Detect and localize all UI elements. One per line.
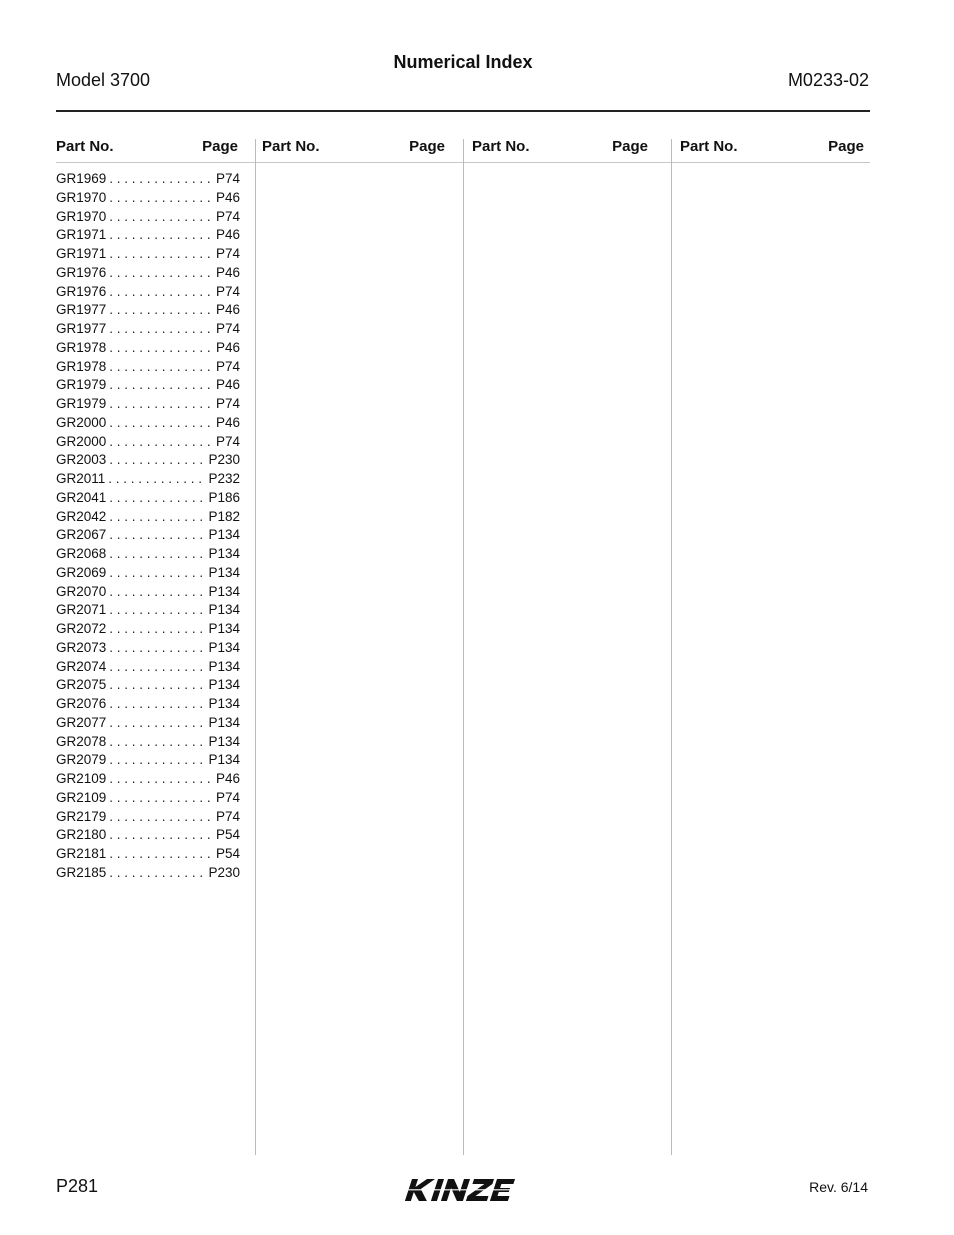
- page-heading: Page: [612, 138, 648, 155]
- part-number: GR1970: [56, 208, 107, 224]
- part-number: GR2067: [56, 527, 107, 543]
- dot-leader: [109, 584, 205, 599]
- index-entry: [56, 509, 240, 528]
- index-entry: [56, 340, 240, 359]
- dot-leader: [109, 490, 205, 505]
- part-number: GR1976: [56, 264, 107, 280]
- kinze-logo: [401, 1176, 521, 1204]
- part-number: GR2076: [56, 696, 107, 711]
- column-divider: [463, 139, 464, 1155]
- header-divider: [56, 110, 870, 112]
- index-entry: [56, 734, 240, 753]
- page-heading: Page: [202, 138, 238, 155]
- page-reference: P46: [215, 227, 240, 243]
- part-no-heading: Part No.: [56, 138, 114, 155]
- dot-leader: [109, 565, 205, 580]
- index-entry: [56, 565, 240, 584]
- part-number: GR2079: [56, 752, 107, 768]
- index-entry: [56, 265, 240, 284]
- dot-leader: [109, 696, 205, 711]
- part-number: GR1971: [56, 227, 107, 243]
- index-entry: [56, 190, 240, 209]
- part-number: GR1969: [56, 171, 107, 186]
- dot-leader: [109, 809, 213, 824]
- part-number: GR2075: [56, 677, 107, 693]
- part-no-heading: Part No.: [472, 138, 530, 155]
- column-header-3: [472, 138, 648, 158]
- part-number: GR2180: [56, 827, 107, 843]
- page-number: P281: [56, 1176, 99, 1196]
- page-reference: P74: [215, 433, 240, 449]
- page-reference: P134: [208, 658, 240, 674]
- part-number: GR2109: [56, 789, 107, 805]
- dot-leader: [109, 715, 205, 730]
- dot-leader: [109, 265, 213, 280]
- index-entry: [56, 415, 240, 434]
- part-number: GR1976: [56, 283, 107, 299]
- page-reference: P46: [215, 771, 240, 786]
- dot-leader: [109, 340, 213, 355]
- part-number: GR2077: [56, 714, 107, 730]
- page-reference: P74: [215, 808, 240, 824]
- part-number: GR2011: [56, 471, 106, 486]
- part-number: GR1970: [56, 189, 107, 205]
- page-reference: P230: [208, 452, 240, 468]
- page-reference: P232: [208, 471, 240, 486]
- index-entry: [56, 377, 240, 396]
- page-reference: P46: [215, 264, 240, 280]
- part-number: GR2071: [56, 602, 107, 618]
- page-reference: P46: [215, 377, 240, 393]
- page-heading: Page: [828, 138, 864, 155]
- part-number: GR2069: [56, 564, 107, 580]
- page-reference: P134: [208, 752, 240, 768]
- dot-leader: [109, 171, 213, 186]
- page-heading: Page: [409, 138, 445, 155]
- page-reference: P186: [208, 489, 240, 505]
- page-reference: P134: [208, 583, 240, 599]
- index-entry: [56, 396, 240, 415]
- index-entry: [56, 209, 240, 228]
- index-entry: [56, 640, 240, 659]
- index-entry: [56, 246, 240, 265]
- document-number: M0233-02: [787, 70, 869, 90]
- index-entry: [56, 865, 240, 884]
- part-number: GR2000: [56, 414, 107, 430]
- page-reference: P54: [215, 827, 240, 843]
- index-entry: [56, 584, 240, 603]
- dot-leader: [109, 790, 213, 805]
- page-reference: P74: [215, 283, 240, 299]
- page-reference: P74: [215, 246, 240, 261]
- dot-leader: [109, 359, 213, 374]
- index-entry-list: [56, 171, 240, 884]
- column-divider: [255, 139, 256, 1155]
- dot-leader: [109, 509, 205, 524]
- page-reference: P134: [208, 733, 240, 749]
- part-number: GR1978: [56, 358, 107, 374]
- dot-leader: [109, 396, 213, 411]
- part-number: GR2042: [56, 508, 107, 524]
- dot-leader: [109, 771, 213, 786]
- part-number: GR2073: [56, 639, 107, 655]
- dot-leader: [109, 434, 213, 449]
- part-number: GR2000: [56, 433, 107, 449]
- page-reference: P74: [215, 358, 240, 374]
- page-reference: P230: [208, 864, 240, 880]
- index-entry: [56, 846, 240, 865]
- page-reference: P134: [208, 527, 240, 543]
- part-number: GR2072: [56, 621, 107, 636]
- part-number: GR2070: [56, 583, 107, 599]
- part-number: GR2109: [56, 771, 107, 786]
- index-entry: [56, 527, 240, 546]
- dot-leader: [109, 209, 213, 224]
- dot-leader: [109, 452, 205, 467]
- index-entry: [56, 471, 240, 490]
- index-entry: [56, 809, 240, 828]
- page-reference: P74: [215, 208, 240, 224]
- index-entry: [56, 790, 240, 809]
- column-header-2: [262, 138, 445, 158]
- part-number: GR2185: [56, 864, 107, 880]
- page-reference: P46: [215, 302, 240, 318]
- column-header-1: [56, 138, 238, 158]
- dot-leader: [109, 677, 205, 692]
- page-title: Numerical Index: [393, 52, 533, 72]
- part-number: GR1979: [56, 377, 107, 393]
- dot-leader: [109, 321, 213, 336]
- dot-leader: [109, 227, 213, 242]
- dot-leader: [109, 527, 205, 542]
- index-entry: [56, 302, 240, 321]
- index-entry: [56, 827, 240, 846]
- dot-leader: [109, 827, 213, 842]
- part-number: GR2179: [56, 808, 107, 824]
- part-number: GR2041: [56, 489, 107, 505]
- dot-leader: [109, 752, 205, 767]
- dot-leader: [108, 471, 205, 486]
- part-number: GR2003: [56, 452, 107, 468]
- index-entry: [56, 696, 240, 715]
- dot-leader: [109, 640, 205, 655]
- page-reference: P134: [208, 546, 240, 561]
- dot-leader: [109, 302, 213, 317]
- page-reference: P54: [215, 846, 240, 861]
- index-entry: [56, 321, 240, 340]
- index-entry: [56, 659, 240, 678]
- dot-leader: [109, 659, 205, 674]
- page-reference: P46: [215, 339, 240, 355]
- part-number: GR1978: [56, 339, 107, 355]
- index-entry: [56, 434, 240, 453]
- page-reference: P134: [208, 564, 240, 580]
- index-entry: [56, 677, 240, 696]
- part-number: GR1977: [56, 302, 107, 318]
- column-header-4: [680, 138, 864, 158]
- page-reference: P134: [208, 621, 240, 636]
- page-reference: P74: [215, 321, 240, 336]
- part-number: GR2181: [56, 846, 107, 861]
- part-no-heading: Part No.: [262, 138, 320, 155]
- dot-leader: [109, 734, 205, 749]
- part-number: GR2078: [56, 733, 107, 749]
- page-reference: P134: [208, 639, 240, 655]
- column-divider: [671, 139, 672, 1155]
- dot-leader: [109, 415, 213, 430]
- part-number: GR1971: [56, 246, 107, 261]
- dot-leader: [109, 246, 213, 261]
- page-reference: P46: [215, 189, 240, 205]
- page-reference: P134: [208, 677, 240, 693]
- dot-leader: [109, 621, 205, 636]
- page-reference: P182: [208, 508, 240, 524]
- dot-leader: [109, 284, 213, 299]
- index-entry: [56, 359, 240, 378]
- part-number: GR2068: [56, 546, 107, 561]
- page-reference: P46: [215, 414, 240, 430]
- index-entry: [56, 490, 240, 509]
- part-number: GR2074: [56, 658, 107, 674]
- index-entry: [56, 715, 240, 734]
- model-name: Model 3700: [56, 70, 151, 90]
- dot-leader: [109, 846, 213, 861]
- page-reference: P134: [208, 714, 240, 730]
- index-entry: [56, 452, 240, 471]
- dot-leader: [109, 865, 205, 880]
- page-reference: P134: [208, 602, 240, 618]
- part-number: GR1977: [56, 321, 107, 336]
- page-reference: P74: [215, 396, 240, 411]
- index-entry: [56, 602, 240, 621]
- revision-label: Rev. 6/14: [809, 1179, 868, 1195]
- part-number: GR1979: [56, 396, 107, 411]
- index-entry: [56, 546, 240, 565]
- page-reference: P74: [215, 171, 240, 186]
- dot-leader: [109, 377, 213, 392]
- part-no-heading: Part No.: [680, 138, 738, 155]
- page-reference: P74: [215, 789, 240, 805]
- index-entry: [56, 621, 240, 640]
- dot-leader: [109, 602, 205, 617]
- page-reference: P134: [208, 696, 240, 711]
- index-entry: [56, 284, 240, 303]
- index-entry: [56, 171, 240, 190]
- dot-leader: [109, 190, 213, 205]
- dot-leader: [109, 546, 205, 561]
- index-entry: [56, 227, 240, 246]
- index-entry: [56, 752, 240, 771]
- index-entry: [56, 771, 240, 790]
